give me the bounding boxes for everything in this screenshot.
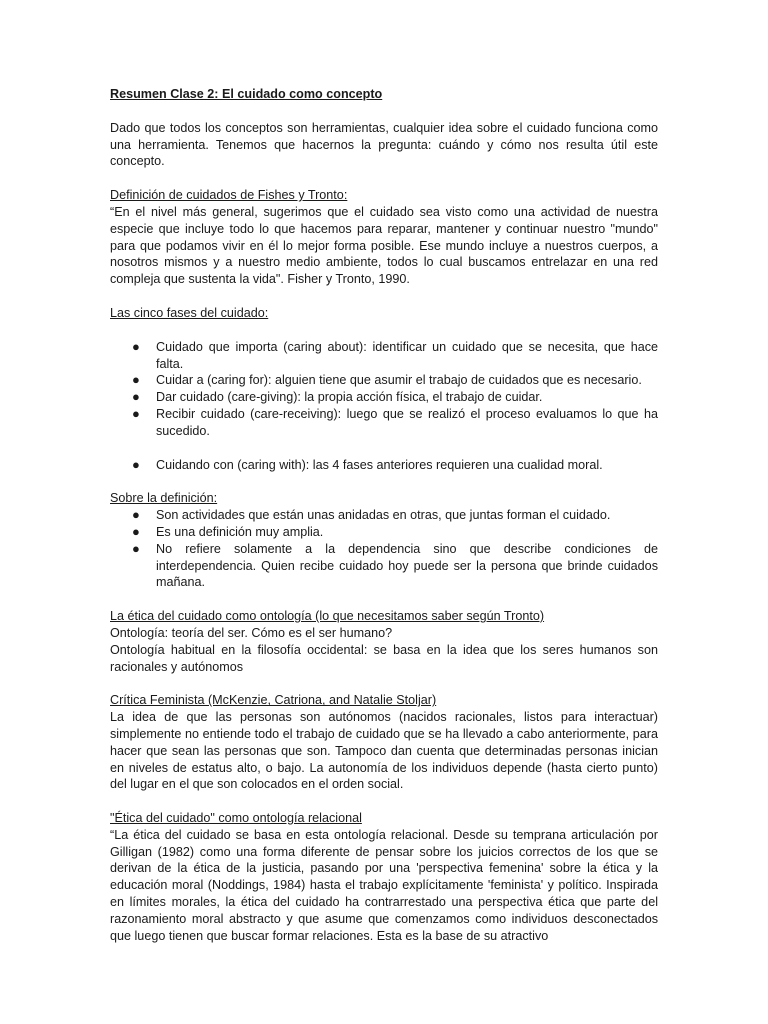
- bullet-icon: ●: [132, 540, 140, 556]
- phases-heading: Las cinco fases del cuidado:: [110, 305, 269, 320]
- list-item-text: Cuidando con (caring with): las 4 fases anteriores requieren una cualidad moral.: [156, 457, 603, 472]
- list-item: [110, 457, 658, 474]
- bullet-icon: ●: [132, 523, 140, 539]
- list-item: [110, 339, 658, 373]
- bullet-icon: ●: [132, 507, 140, 523]
- document-title: Resumen Clase 2: El cuidado como concepto: [110, 87, 383, 101]
- list-item-text: Cuidado que importa (caring about): identificar un cuidado que se necesita, que hace falta.: [156, 339, 658, 371]
- feminist-paragraph: La idea de que las personas son autónomos (nacidos racionales, listos para interactuar) simplemente no entiende todo el trabajo de cuidado que se ha llevado a cabo anteriormente, para hacer que sean las personas que son. Tampoco dan cuenta que determinadas personas inician en niveles de estatus alto, o bajo. La autonomía de los individuos depende (hasta cierto punto) del lugar en el que son colocados en el orden social.: [110, 710, 658, 792]
- about-list: [110, 507, 658, 591]
- bullet-icon: ●: [132, 338, 140, 354]
- list-item-text: Recibir cuidado (care-receiving): luego que se realizó el proceso evaluamos lo que ha sucedido.: [156, 406, 658, 438]
- list-item-text: Son actividades que están unas anidadas en otras, que juntas forman el cuidado.: [156, 508, 611, 523]
- relational-paragraph: “La ética del cuidado se basa en esta ontología relacional. Desde su temprana articulación por Gilligan (1982) como una forma diferente de pensar sobre los juicios correctos de los que se derivan de la ética de la justicia, pasando por una 'perspectiva femenina' sobre la ética y la educación moral (Noddings, 1984) hasta el trabajo explícitamente 'feminista' y político. Inspirada en límites morales, la ética del cuidado ha contrarrestado una perspectiva ética que parte del razonamiento moral abstracto y que asume que comenzamos como individuos desconectados que luego tienen que buscar formar relaciones. Esta es la base de su atractivo: [110, 827, 658, 943]
- bullet-icon: ●: [132, 389, 140, 405]
- list-item-text: Es una definición muy amplia.: [156, 524, 324, 539]
- list-item-text: No refiere solamente a la dependencia sino que describe condiciones de interdependencia. Quien recibe cuidado hoy puede ser la persona que brinde cuidados mañana.: [156, 541, 658, 590]
- list-item: [110, 406, 658, 440]
- about-heading: Sobre la definición:: [110, 491, 218, 506]
- feminist-heading: Crítica Feminista (McKenzie, Catriona, and Natalie Stoljar): [110, 693, 437, 708]
- definition-heading: Definición de cuidados de Fishes y Tronto:: [110, 188, 348, 203]
- bullet-icon: ●: [132, 405, 140, 421]
- phases-list: [110, 339, 658, 474]
- relational-heading: "Ética del cuidado" como ontología relacional: [110, 811, 362, 826]
- list-item: [110, 389, 658, 406]
- ethics-line-1: Ontología: teoría del ser. Cómo es el ser humano?: [110, 625, 393, 640]
- intro-paragraph: Dado que todos los conceptos son herramientas, cualquier idea sobre el cuidado funciona como una herramienta. Tenemos que hacernos la pregunta: cuándo y cómo nos resulta útil este concepto.: [110, 120, 658, 169]
- bullet-icon: ●: [132, 456, 140, 472]
- list-item-text: Dar cuidado (care-giving): la propia acción física, el trabajo de cuidar.: [156, 390, 543, 405]
- bullet-icon: ●: [132, 372, 140, 388]
- ethics-line-2: Ontología habitual en la filosofía occidental: se basa en la idea que los seres humanos son racionales y autónomos: [110, 642, 658, 674]
- ethics-heading: La ética del cuidado como ontología (lo que necesitamos saber según Tronto): [110, 609, 545, 624]
- document-body: [110, 86, 658, 944]
- definition-quote: “En el nivel más general, sugerimos que el cuidado sea visto como una actividad de nuestra especie que incluye todo lo que hacemos para reparar, mantener y continuar nuestro "mundo" para que podamos vivir en él lo mejor forma posible. Ese mundo incluye a nuestros cuerpos, a nosotros mismos y a nuestro medio ambiente, todos lo cual buscamos entrelazar en una red compleja que sustenta la vida". Fisher y Tronto, 1990.: [110, 204, 658, 287]
- list-item: [110, 541, 658, 591]
- list-item: [110, 524, 658, 541]
- list-item-text: Cuidar a (caring for): alguien tiene que asumir el trabajo de cuidados que es necesario.: [156, 373, 642, 388]
- list-item: [110, 507, 658, 524]
- list-item: [110, 372, 658, 389]
